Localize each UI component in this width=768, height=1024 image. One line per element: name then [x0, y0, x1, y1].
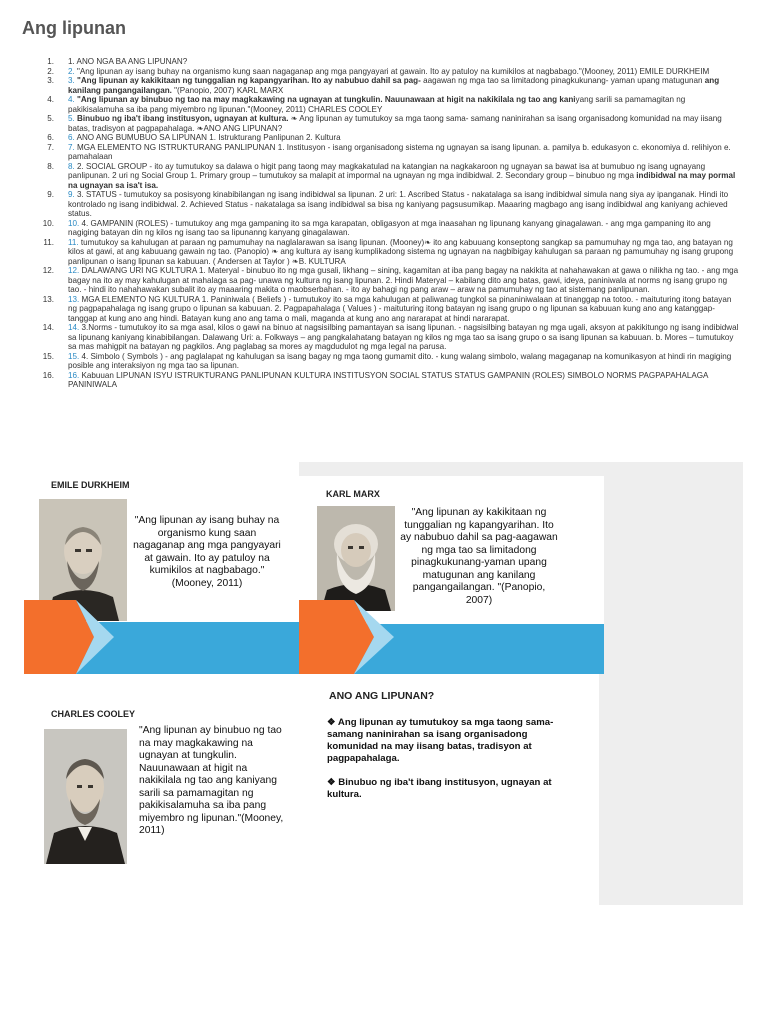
marx-portrait	[317, 506, 395, 611]
list-item-segment: yang sarili sa pamamagitan ng pakikisalamuha sa iba pang miyembro ng lipunan."(Mooney, 2011) CHARLES COOLEY	[68, 95, 686, 114]
list-item-link[interactable]: 14.	[68, 323, 82, 332]
list-item-link[interactable]: 13.	[68, 294, 82, 304]
list-item-number: 2.	[47, 66, 54, 76]
list-item-number: 7.	[47, 142, 54, 152]
list-item-number: 16.	[42, 370, 54, 380]
list-item-link[interactable]: 11.	[68, 237, 81, 247]
list-item	[30, 371, 742, 390]
list-item-text	[68, 76, 742, 95]
list-item-link[interactable]: 10.	[68, 218, 82, 228]
list-item-number: 9.	[47, 190, 54, 199]
list-item-segment: ang kanilang pangangailangan.	[68, 76, 720, 95]
list-item-number: 1.	[47, 57, 54, 66]
slide-cooley[interactable]	[24, 674, 299, 905]
list-item-text	[68, 95, 742, 114]
list-item-segment: MGA ELEMENTO NG KULTURA 1. Paniniwala ( Beliefs ) - tumutukoy ito sa mga kahulugan at paliwanag tungkol sa pinaniniwalaan at tinanggap na totoo. - maituturing itong batayan ng pagpapahalaga ng isang grupo o lipunan sa kabuuan. 2. Pagpapahalaga ( Values ) - maituturing itong batayan ng isang grupo o ng lipunan sa kabuuan kung ano ang katanggap-tanggap at kung ano ang hindi. Batayan kung ano ang tama o mali, maganda at kung ano ang nararapat at hindi nararapat.	[68, 294, 732, 323]
list-item-text	[68, 371, 742, 390]
list-item-segment: 3. STATUS - tumutukoy sa posisyong kinabibilangan ng isang indibidwal sa lipunan. 2 uri: 1. Ascribed Status - nakatalaga sa isang indibidwal simula nang siya ay ipanganak. Hindi ito kontrolado ng isang indibidwal. 2. Achieved Status - nakatalaga sa isang indibidwal sa bisa ng kaniyang pagsusumikap. Maaaring magbago ang isang indibidwal ang kaniyang achieved status.	[68, 190, 729, 218]
list-item-link[interactable]: 4.	[68, 95, 77, 104]
slide-decoration	[24, 600, 299, 674]
list-item	[30, 352, 742, 371]
list-item-text	[68, 219, 742, 238]
slide-name-cooley: CHARLES COOLEY	[51, 709, 136, 719]
list-item-segment: 1. ANO NGA BA ANG LIPUNAN?	[68, 57, 188, 66]
list-item-link[interactable]: 5.	[68, 114, 77, 123]
list-item-segment: 4. Simbolo ( Symbols ) - ang paglalapat ng kahulugan sa isang bagay ng mga taong gumamit dito. - kung walang simbolo, walang magaganap na komunikasyon at hindi rin magiging posible ang interaksiyon ng mga tao sa lipunan.	[68, 351, 732, 370]
list-item	[30, 114, 742, 133]
slide-name-durkheim: EMILE DURKHEIM	[51, 480, 130, 490]
list-item-text	[68, 133, 742, 143]
list-item-text	[68, 238, 742, 267]
list-item-segment: "(Panopio, 2007) KARL MARX	[171, 85, 284, 95]
list-item-link[interactable]: 15.	[68, 351, 82, 361]
list-item-number: 3.	[47, 76, 54, 85]
list-item-segment: 3.Norms - tumutukoy ito sa mga asal, kilos o gawi na binuo at nagsisilbing pamantayan sa isang lipunan. - nagsisilbing batayan ng mga ugali, aksyon at pakikitungo ng isang indibidwal sa lipunang kaniyang kinabibilangan. Dalawang Uri: a. Folkways – ang pangkalahatang batayan ng kilos ng mga tao sa isang grupo o sa isang lipunan sa kabuuan. b. Mores – tumutukoy sa mas mahigpit na batayan ng pagkilos. Ang paglabag sa mores ay magdudulot ng mga legal na parusa.	[68, 323, 739, 351]
slide-durkheim[interactable]	[24, 462, 299, 674]
list-item-number: 6.	[47, 133, 54, 142]
list-item-link[interactable]: 2.	[68, 66, 77, 76]
list-item-segment: DALAWANG URI NG KULTURA 1. Materyal - binubuo ito ng mga gusali, likhang – sining, kagamitan at iba pang bagay na nakikita at nahahawakan at gawa o nilikha ng tao. - ang mga bagay na ito ay may kahulugan at mahalaga sa pag- unawa ng kultura ng isang lipunan. 2. Hindi Materyal – kabilang dito ang batas, gawi, ideya, paniniwala at norms ng isang grupo ng tao. - hindi ito nahahawakan subalit ito ay maaaring makita o maobserbahan. - ito ay bahagi ng pang araw – araw na pamumuhay ng tao at sistemang panlipunan.	[68, 266, 739, 294]
slide-ano-ang-lipunan[interactable]	[299, 674, 599, 905]
list-item	[30, 323, 742, 352]
list-item-segment: tumutukoy sa kahulugan at paraan ng pamumuhay na naglalarawan sa isang lipunan. (Mooney)❧ ito ang kabuuang konseptong sangkap sa pamumuhay ng mga tao, ang batayan ng kilos at gawi, at ang kabuuang gawain ng tao. (Panopio) ❧ ang kultura ay isang kumplikadong sistema ng ugnayan na nagbibigay kahulugan sa paraan ng pamumuhay ng isang grupong panlipunan o isang lipunan sa kabuuan. ( Andersen at Taylor ) ❧B. KULTURA	[68, 237, 734, 266]
slide-decoration	[299, 600, 604, 674]
list-item	[30, 67, 742, 77]
list-item-number: 10.	[42, 218, 54, 228]
content-list	[30, 57, 742, 390]
list-item	[30, 266, 742, 295]
list-item	[30, 76, 742, 95]
list-item-text	[68, 266, 742, 295]
list-item-segment: "Ang lipunan ay isang buhay na organismo kung saan nagaganap ang mga pangyayari at gawain. Ito ay patuloy na kumikilos at nagbabago."(Mooney, 2011) EMILE DURKHEIM	[77, 66, 710, 76]
list-item	[30, 133, 742, 143]
list-item-text	[68, 295, 742, 324]
list-item-link[interactable]: 16.	[68, 370, 82, 380]
list-item-text	[68, 323, 742, 352]
list-item-link[interactable]: 9.	[68, 190, 77, 199]
document-title: Ang lipunan	[22, 18, 126, 38]
list-item-number: 14.	[42, 323, 54, 332]
slide-title-ano: ANO ANG LIPUNAN?	[329, 690, 435, 702]
list-item-number: 15.	[42, 351, 54, 361]
list-item-segment: MGA ELEMENTO NG ISTRUKTURANG PANLIPUNAN 1. Institusyon - isang organisadong sistema ng ugnayan sa isang lipunan. a. pamilya b. edukasyon c. ekonomiya d. relihiyon e. pamahalaan	[68, 142, 731, 161]
slide-bullet-2: ❖ Binubuo ng iba't ibang institusyon, ugnayan at kultura.	[327, 777, 552, 800]
list-item	[30, 95, 742, 114]
list-item	[30, 190, 742, 219]
list-item-link[interactable]: 6.	[68, 133, 77, 142]
list-item-text	[68, 114, 742, 133]
list-item-number: 13.	[42, 294, 54, 304]
list-item-link[interactable]: 7.	[68, 142, 77, 152]
list-item-text	[68, 67, 742, 77]
list-item-segment: Kabuuan LIPUNAN ISYU ISTRUKTURANG PANLIPUNAN KULTURA INSTITUSYON SOCIAL STATUS STATUS GAMPANIN (ROLES) SIMBOLO NORMS PAGPAPAHALAGA PANINIWALA	[68, 370, 709, 389]
slide-name-marx: KARL MARX	[326, 489, 380, 499]
list-item-text	[68, 57, 742, 67]
list-item-text	[68, 190, 742, 219]
list-item-segment: aagawan ng mga tao sa limitadong pinagkukunang- yaman upang matugunan	[420, 76, 705, 85]
cooley-portrait	[44, 729, 127, 864]
list-item	[30, 143, 742, 162]
marx-quote: "Ang lipunan ay kakikitaan ng tunggalian ng kapangyarihan. Ito ay nabubuo dahil sa pag-aagawan ng mga tao sa limitadong pinagkukunang-yaman upang matugunan ang kanilang pangangailangan. "(Panopio, 2007)	[400, 507, 558, 606]
list-item-link[interactable]: 12.	[68, 266, 82, 275]
list-item-number: 4.	[47, 95, 54, 104]
list-item-segment: indibidwal na may pormal na ugnayan sa isa't isa.	[68, 171, 736, 190]
list-item	[30, 162, 742, 191]
list-item-segment: "Ang lipunan ay binubuo ng tao na may magkakawing na ugnayan at tungkulin. Nauunawaan at higit na nakikilala ng tao ang kani	[77, 95, 576, 104]
list-item	[30, 57, 742, 67]
list-item-number: 8.	[47, 161, 54, 171]
list-item-segment: Binubuo ng iba't ibang institusyon, ugnayan at kultura.	[77, 114, 289, 123]
list-item	[30, 295, 742, 324]
list-item-segment: ❧ Ang lipunan ay tumutukoy sa mga taong sama- samang naninirahan sa isang organisadong komunidad na may iisang batas, tradisyon at pagpapahalaga. ❧ANO ANG LIPUNAN?	[68, 114, 722, 133]
slide-marx[interactable]	[299, 476, 604, 674]
list-item-link[interactable]: 3.	[68, 76, 77, 85]
list-item-link[interactable]: 8.	[68, 161, 77, 171]
durkheim-quote: "Ang lipunan ay isang buhay na organismo kung saan nagaganap ang mga pangyayari at gawain. Ito ay patuloy na kumikilos at nagbabago."(Mooney, 2011)	[133, 515, 281, 589]
list-item	[30, 238, 742, 267]
list-item-segment: 2. SOCIAL GROUP - ito ay tumutukoy sa dalawa o higit pang taong may magkakatulad na katangian na nagkakaroon ng ugnayan sa bawat isa at bumubuo ng isang ugnayang panlipunan. 2 uri ng Social Group 1. Primary group – tumutukoy sa malapit at impormal na ugnayan ng mga indibidwal. 2. Secondary group – binubuo ng mga	[68, 161, 706, 180]
list-item-number: 5.	[47, 114, 54, 123]
list-item-segment: 4. GAMPANIN (ROLES) - tumutukoy ang mga gampaning ito sa mga karapatan, obligasyon at mga inaasahan ng lipunang kanyang ginagalawan. - ang mga gampaning ito ang nagiging batayan din ng kilos ng isang tao sa lipunanng kanyang ginagalawan.	[68, 218, 711, 237]
cooley-quote: "Ang lipunan ay binubuo ng tao na may magkakawing na ugnayan at tungkulin. Nauunawaan at higit na nakikilala ng tao ang kaniyang sarili sa pamamagitan ng pakikisalamuha sa iba pang miyembro ng lipunan."(Mooney, 2011)	[139, 725, 284, 836]
list-item-text	[68, 143, 742, 162]
list-item-text	[68, 352, 742, 371]
list-item-number: 11.	[43, 237, 54, 247]
slide-gallery	[24, 462, 743, 905]
list-item	[30, 219, 742, 238]
list-item-text	[68, 162, 742, 191]
list-item-number: 12.	[42, 266, 54, 275]
list-item-segment: ANO ANG BUMUBUO SA LIPUNAN 1. Istrukturang Panlipunan 2. Kultura	[76, 133, 341, 142]
slide-bullet-1: ❖ Ang lipunan ay tumutukoy sa mga taong sama-samang naninirahan sa isang organisadong komunidad na may iisang batas, tradisyon at pagpapahalaga.	[327, 717, 554, 764]
list-item-segment: "Ang lipunan ay kakikitaan ng tunggalian ng kapangyarihan. Ito ay nabubuo dahil sa pag-	[77, 76, 421, 85]
